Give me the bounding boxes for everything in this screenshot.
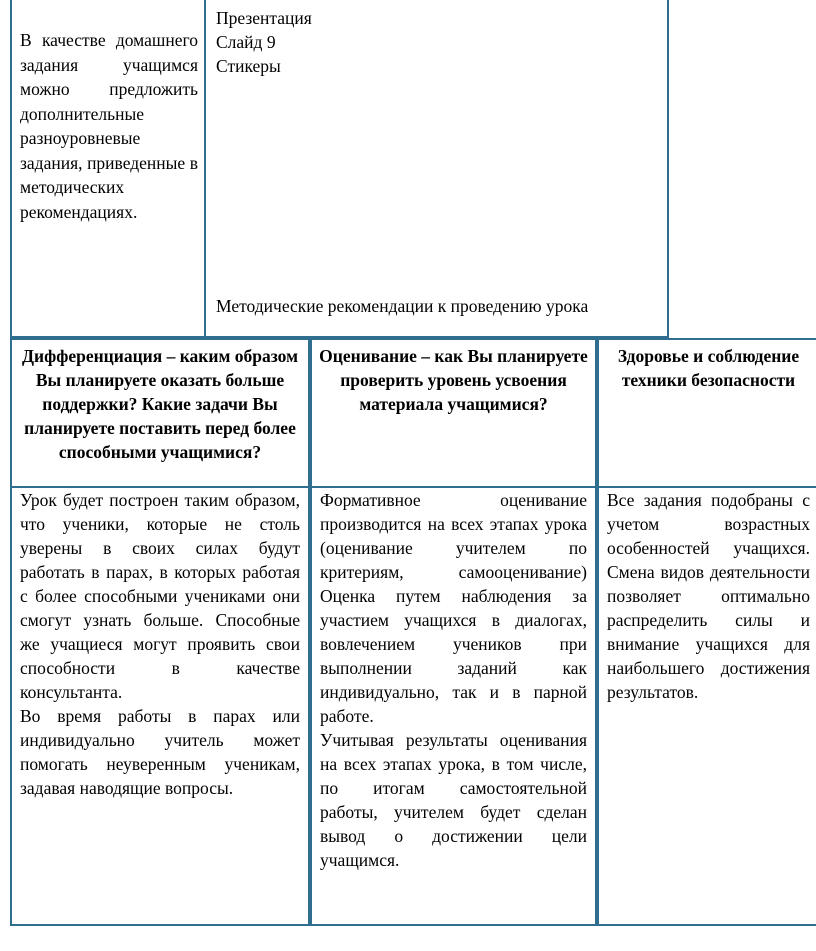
assessment-paragraph: Формативное оценивание производится на всех этапах урока (оценивание учителем по критериям, самооценивание) Оценка путем наблюдения за участием учащихся в диалогах, вовлечением учеников при выполнении заданий как индивидуально, так и в парной работе.	[320, 490, 587, 726]
health-safety-cell	[597, 486, 816, 926]
homework-cell	[12, 0, 206, 336]
resource-slide: Слайд 9	[216, 32, 276, 52]
header-assessment: Оценивание – как Вы планируете проверить уровень усвоения материала учащимися?	[310, 338, 597, 488]
differentiation-paragraph: Во время работы в парах или индивидуально учитель может помогать неуверенным ученикам, задавая наводящие вопросы.	[20, 706, 300, 798]
resource-presentation: Презентация	[216, 8, 312, 28]
resources-cell	[206, 0, 667, 336]
assessment-paragraph: Учитывая результаты оценивания на всех этапах урока, в том числе, по итогам самостоятельной работы, учителем будет сделан вывод о достижении цели учащимся.	[320, 730, 587, 870]
top-table	[10, 0, 669, 338]
assessment-cell	[310, 486, 597, 926]
differentiation-cell	[10, 486, 310, 926]
resource-stickers: Стикеры	[216, 56, 281, 76]
health-safety-paragraph: Все задания подобраны с учетом возрастных особенностей учащихся. Смена видов деятельности позволяет оптимально распределить силы и внимание учащихся для наибольшего достижения результатов.	[607, 490, 810, 702]
header-differentiation: Дифференциация – каким образом Вы планируете оказать больше поддержки? Какие задачи Вы планируете поставить перед более способными учащимися?	[10, 338, 310, 488]
homework-text: В качестве домашнего задания учащимся можно предложить дополнительные разноуровневые задания, приведенные в методических рекомендациях.	[20, 30, 198, 222]
resource-recommendations: Методические рекомендации к проведению урока	[216, 296, 589, 316]
header-health-safety: Здоровье и соблюдение техники безопасности	[597, 338, 816, 488]
resources-list	[216, 6, 312, 78]
lesson-table	[10, 338, 816, 926]
differentiation-paragraph: Урок будет построен таким образом, что ученики, которые не столь уверены в своих силах будут работать в парах, в которых работая с более способными учениками они смогут узнать больше. Способные же учащиеся могут проявить свои способности в качестве консультанта.	[20, 490, 300, 702]
